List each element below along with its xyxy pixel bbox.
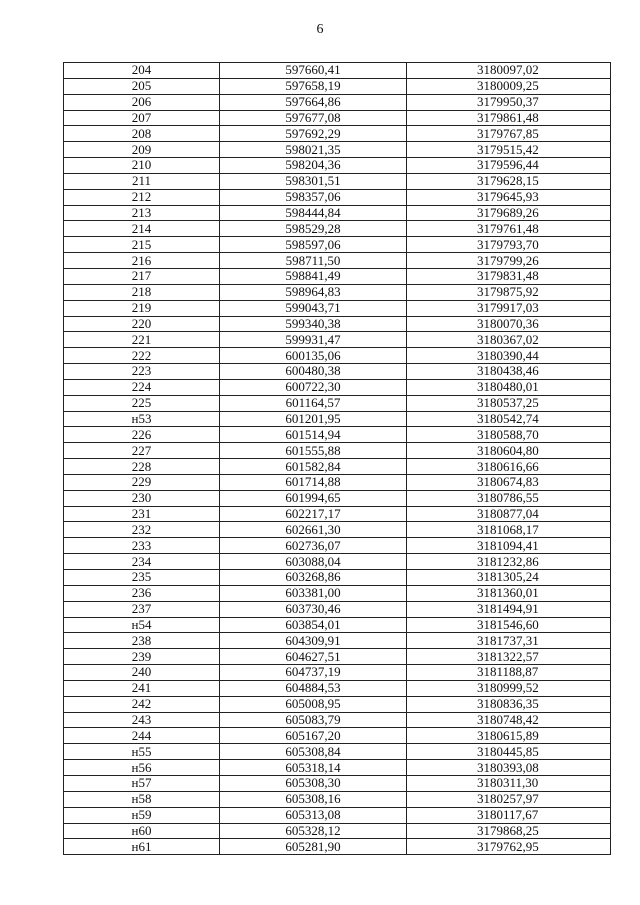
y-coordinate-cell: 3180097,02	[407, 63, 611, 79]
point-number-cell: 211	[64, 173, 220, 189]
y-coordinate-cell: 3181305,24	[407, 570, 611, 586]
x-coordinate-cell: 601201,95	[220, 411, 407, 427]
x-coordinate-cell: 598964,83	[220, 284, 407, 300]
x-coordinate-cell: 602661,30	[220, 522, 407, 538]
table-row	[64, 712, 611, 728]
point-number-cell: 204	[64, 63, 220, 79]
x-coordinate-cell: 605318,14	[220, 760, 407, 776]
x-coordinate-cell: 600722,30	[220, 379, 407, 395]
y-coordinate-cell: 3179767,85	[407, 126, 611, 142]
y-coordinate-cell: 3179762,95	[407, 839, 611, 855]
x-coordinate-cell: 605167,20	[220, 728, 407, 744]
x-coordinate-cell: 597664,86	[220, 94, 407, 110]
table-row	[64, 253, 611, 269]
table-row	[64, 411, 611, 427]
table-row	[64, 379, 611, 395]
point-number-cell: 210	[64, 158, 220, 174]
y-coordinate-cell: 3180588,70	[407, 427, 611, 443]
x-coordinate-cell: 597658,19	[220, 78, 407, 94]
table-row	[64, 395, 611, 411]
point-number-cell: 217	[64, 268, 220, 284]
point-number-cell: н59	[64, 807, 220, 823]
x-coordinate-cell: 601514,94	[220, 427, 407, 443]
y-coordinate-cell: 3181094,41	[407, 538, 611, 554]
table-row	[64, 680, 611, 696]
y-coordinate-cell: 3179515,42	[407, 142, 611, 158]
point-number-cell: н60	[64, 823, 220, 839]
point-number-cell: 224	[64, 379, 220, 395]
table-row	[64, 142, 611, 158]
x-coordinate-cell: 598597,06	[220, 237, 407, 253]
point-number-cell: 223	[64, 364, 220, 380]
x-coordinate-cell: 602217,17	[220, 506, 407, 522]
table-row	[64, 839, 611, 855]
y-coordinate-cell: 3180836,35	[407, 696, 611, 712]
x-coordinate-cell: 598021,35	[220, 142, 407, 158]
x-coordinate-cell: 603730,46	[220, 601, 407, 617]
table-row	[64, 189, 611, 205]
y-coordinate-cell: 3180616,66	[407, 459, 611, 475]
table-row	[64, 268, 611, 284]
table-row	[64, 522, 611, 538]
point-number-cell: 222	[64, 348, 220, 364]
table-row	[64, 173, 611, 189]
x-coordinate-cell: 605008,95	[220, 696, 407, 712]
table-row	[64, 364, 611, 380]
point-number-cell: 216	[64, 253, 220, 269]
point-number-cell: 228	[64, 459, 220, 475]
x-coordinate-cell: 600135,06	[220, 348, 407, 364]
point-number-cell: 233	[64, 538, 220, 554]
table-row	[64, 348, 611, 364]
y-coordinate-cell: 3180367,02	[407, 332, 611, 348]
y-coordinate-cell: 3179831,48	[407, 268, 611, 284]
x-coordinate-cell: 598357,06	[220, 189, 407, 205]
table-row	[64, 459, 611, 475]
point-number-cell: 237	[64, 601, 220, 617]
y-coordinate-cell: 3179793,70	[407, 237, 611, 253]
point-number-cell: н58	[64, 791, 220, 807]
table-row	[64, 110, 611, 126]
x-coordinate-cell: 605308,84	[220, 744, 407, 760]
y-coordinate-cell: 3181188,87	[407, 665, 611, 681]
table-row	[64, 649, 611, 665]
table-row	[64, 126, 611, 142]
point-number-cell: 221	[64, 332, 220, 348]
point-number-cell: 225	[64, 395, 220, 411]
y-coordinate-cell: 3179917,03	[407, 300, 611, 316]
table-row	[64, 237, 611, 253]
point-number-cell: н56	[64, 760, 220, 776]
point-number-cell: 207	[64, 110, 220, 126]
table-row	[64, 760, 611, 776]
table-row	[64, 585, 611, 601]
y-coordinate-cell: 3179950,37	[407, 94, 611, 110]
point-number-cell: 230	[64, 490, 220, 506]
x-coordinate-cell: 598711,50	[220, 253, 407, 269]
y-coordinate-cell: 3180748,42	[407, 712, 611, 728]
point-number-cell: 240	[64, 665, 220, 681]
y-coordinate-cell: 3180537,25	[407, 395, 611, 411]
x-coordinate-cell: 601994,65	[220, 490, 407, 506]
y-coordinate-cell: 3180117,67	[407, 807, 611, 823]
point-number-cell: 243	[64, 712, 220, 728]
y-coordinate-cell: 3180999,52	[407, 680, 611, 696]
table-row	[64, 63, 611, 79]
y-coordinate-cell: 3181494,91	[407, 601, 611, 617]
x-coordinate-cell: 604309,91	[220, 633, 407, 649]
table-row	[64, 332, 611, 348]
point-number-cell: 239	[64, 649, 220, 665]
page-number: 6	[316, 22, 324, 37]
point-number-cell: 244	[64, 728, 220, 744]
table-row	[64, 94, 611, 110]
point-number-cell: 242	[64, 696, 220, 712]
table-row	[64, 284, 611, 300]
table-row	[64, 601, 611, 617]
point-number-cell: 234	[64, 554, 220, 570]
y-coordinate-cell: 3180311,30	[407, 775, 611, 791]
x-coordinate-cell: 601582,84	[220, 459, 407, 475]
table-row	[64, 617, 611, 633]
table-row	[64, 775, 611, 791]
y-coordinate-cell: 3181546,60	[407, 617, 611, 633]
y-coordinate-cell: 3180070,36	[407, 316, 611, 332]
x-coordinate-cell: 603088,04	[220, 554, 407, 570]
table-row	[64, 427, 611, 443]
point-number-cell: 229	[64, 474, 220, 490]
y-coordinate-cell: 3180674,83	[407, 474, 611, 490]
y-coordinate-cell: 3181232,86	[407, 554, 611, 570]
y-coordinate-cell: 3179596,44	[407, 158, 611, 174]
point-number-cell: н57	[64, 775, 220, 791]
point-number-cell: 215	[64, 237, 220, 253]
y-coordinate-cell: 3179645,93	[407, 189, 611, 205]
point-number-cell: н53	[64, 411, 220, 427]
x-coordinate-cell: 605308,16	[220, 791, 407, 807]
point-number-cell: 209	[64, 142, 220, 158]
x-coordinate-cell: 605308,30	[220, 775, 407, 791]
table-row	[64, 316, 611, 332]
x-coordinate-cell: 602736,07	[220, 538, 407, 554]
y-coordinate-cell: 3180009,25	[407, 78, 611, 94]
table-row	[64, 221, 611, 237]
y-coordinate-cell: 3180390,44	[407, 348, 611, 364]
x-coordinate-cell: 598444,84	[220, 205, 407, 221]
x-coordinate-cell: 597677,08	[220, 110, 407, 126]
x-coordinate-cell: 600480,38	[220, 364, 407, 380]
y-coordinate-cell: 3179628,15	[407, 173, 611, 189]
point-number-cell: 236	[64, 585, 220, 601]
table-row	[64, 744, 611, 760]
y-coordinate-cell: 3180438,46	[407, 364, 611, 380]
y-coordinate-cell: 3180604,80	[407, 443, 611, 459]
table-row	[64, 443, 611, 459]
table-row	[64, 506, 611, 522]
point-number-cell: 227	[64, 443, 220, 459]
x-coordinate-cell: 598529,28	[220, 221, 407, 237]
x-coordinate-cell: 605328,12	[220, 823, 407, 839]
y-coordinate-cell: 3180480,01	[407, 379, 611, 395]
x-coordinate-cell: 598204,36	[220, 158, 407, 174]
y-coordinate-cell: 3180445,85	[407, 744, 611, 760]
y-coordinate-cell: 3181322,57	[407, 649, 611, 665]
table-row	[64, 633, 611, 649]
point-number-cell: 219	[64, 300, 220, 316]
x-coordinate-cell: 605281,90	[220, 839, 407, 855]
point-number-cell: 208	[64, 126, 220, 142]
point-number-cell: 205	[64, 78, 220, 94]
x-coordinate-cell: 603381,00	[220, 585, 407, 601]
x-coordinate-cell: 599931,47	[220, 332, 407, 348]
x-coordinate-cell: 604627,51	[220, 649, 407, 665]
x-coordinate-cell: 603268,86	[220, 570, 407, 586]
y-coordinate-cell: 3181068,17	[407, 522, 611, 538]
y-coordinate-cell: 3179761,48	[407, 221, 611, 237]
y-coordinate-cell: 3181737,31	[407, 633, 611, 649]
y-coordinate-cell: 3179799,26	[407, 253, 611, 269]
y-coordinate-cell: 3180786,55	[407, 490, 611, 506]
x-coordinate-cell: 605313,08	[220, 807, 407, 823]
x-coordinate-cell: 601555,88	[220, 443, 407, 459]
y-coordinate-cell: 3179868,25	[407, 823, 611, 839]
y-coordinate-cell: 3180542,74	[407, 411, 611, 427]
y-coordinate-cell: 3180393,08	[407, 760, 611, 776]
point-number-cell: 232	[64, 522, 220, 538]
point-number-cell: н55	[64, 744, 220, 760]
point-number-cell: 220	[64, 316, 220, 332]
point-number-cell: н54	[64, 617, 220, 633]
point-number-cell: 226	[64, 427, 220, 443]
table-row	[64, 554, 611, 570]
x-coordinate-cell: 597660,41	[220, 63, 407, 79]
table-row	[64, 791, 611, 807]
y-coordinate-cell: 3179689,26	[407, 205, 611, 221]
table-row	[64, 728, 611, 744]
table-row	[64, 78, 611, 94]
x-coordinate-cell: 598301,51	[220, 173, 407, 189]
y-coordinate-cell: 3180257,97	[407, 791, 611, 807]
point-number-cell: 218	[64, 284, 220, 300]
point-number-cell: 214	[64, 221, 220, 237]
coordinates-table	[63, 62, 611, 855]
table-row	[64, 807, 611, 823]
table-row	[64, 490, 611, 506]
y-coordinate-cell: 3181360,01	[407, 585, 611, 601]
x-coordinate-cell: 605083,79	[220, 712, 407, 728]
x-coordinate-cell: 604737,19	[220, 665, 407, 681]
y-coordinate-cell: 3180877,04	[407, 506, 611, 522]
point-number-cell: н61	[64, 839, 220, 855]
coordinates-table-body	[64, 63, 611, 855]
x-coordinate-cell: 601714,88	[220, 474, 407, 490]
table-row	[64, 205, 611, 221]
point-number-cell: 212	[64, 189, 220, 205]
y-coordinate-cell: 3179861,48	[407, 110, 611, 126]
x-coordinate-cell: 601164,57	[220, 395, 407, 411]
point-number-cell: 206	[64, 94, 220, 110]
point-number-cell: 241	[64, 680, 220, 696]
table-row	[64, 823, 611, 839]
x-coordinate-cell: 599340,38	[220, 316, 407, 332]
table-row	[64, 665, 611, 681]
table-row	[64, 158, 611, 174]
table-row	[64, 538, 611, 554]
point-number-cell: 213	[64, 205, 220, 221]
y-coordinate-cell: 3179875,92	[407, 284, 611, 300]
table-row	[64, 300, 611, 316]
point-number-cell: 231	[64, 506, 220, 522]
x-coordinate-cell: 598841,49	[220, 268, 407, 284]
x-coordinate-cell: 604884,53	[220, 680, 407, 696]
x-coordinate-cell: 603854,01	[220, 617, 407, 633]
table-row	[64, 474, 611, 490]
point-number-cell: 235	[64, 570, 220, 586]
table-row	[64, 696, 611, 712]
table-row	[64, 570, 611, 586]
x-coordinate-cell: 597692,29	[220, 126, 407, 142]
point-number-cell: 238	[64, 633, 220, 649]
x-coordinate-cell: 599043,71	[220, 300, 407, 316]
y-coordinate-cell: 3180615,89	[407, 728, 611, 744]
